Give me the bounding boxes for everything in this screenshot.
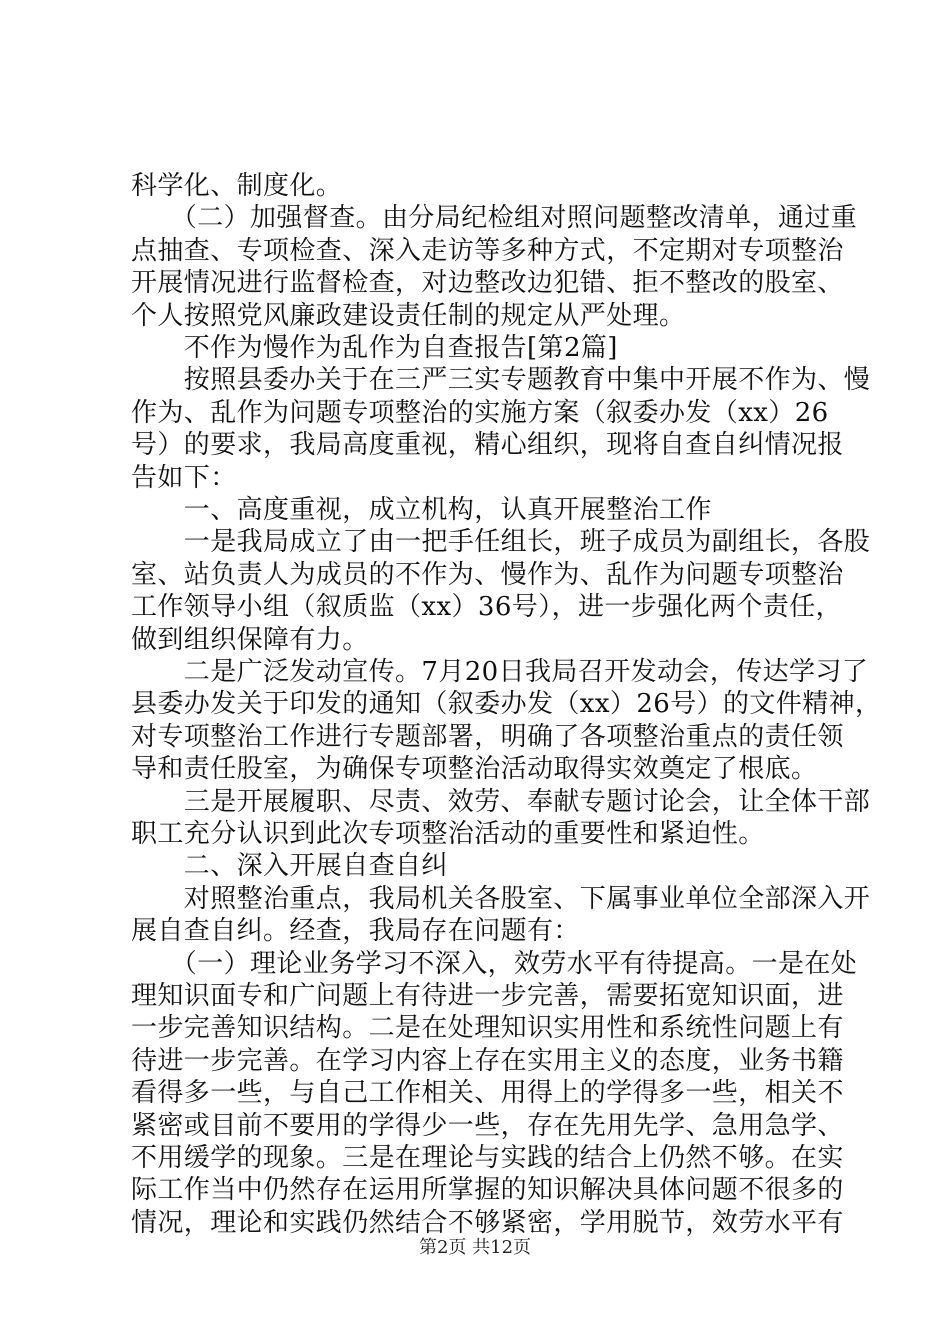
text-line: 不用缓学的现象。三是在理论与实践的结合上仍然不够。在实 xyxy=(131,1143,844,1173)
text-line: 个人按照党风廉政建设责任制的规定从严处理。 xyxy=(131,300,686,331)
text-line: （二）加强督查。由分局纪检组对照问题整改清单，通过重 xyxy=(131,203,858,234)
text-line: 理知识面专和广问题上有待进一步完善，需要拓宽知识面，进 xyxy=(131,981,844,1011)
text-line: （一）理论业务学习不深入，效劳水平有待提高。一是在处 xyxy=(131,948,858,979)
text-line: 职工充分认识到此次专项整治活动的重要性和紧迫性。 xyxy=(131,819,765,849)
text-line: 看得多一些，与自己工作相关、用得上的学得多一些，相关不 xyxy=(131,1078,844,1109)
text-line: 告如下： xyxy=(131,462,237,493)
text-line: 点抽查、专项检查、深入走访等多种方式，不定期对专项整治 xyxy=(131,235,844,266)
text-line: 三是开展履职、尽责、效劳、奉献专题讨论会，让全体干部 xyxy=(131,786,871,817)
section-heading: 不作为慢作为乱作为自查报告[第2篇] xyxy=(131,333,618,363)
text-line: 际工作当中仍然存在运用所掌握的知识解决具体问题不很多的 xyxy=(131,1175,844,1206)
text-line: 工作领导小组（叙质监（xx）36号），进一步强化两个责任， xyxy=(131,592,843,623)
section-heading: 一、高度重视，成立机构，认真开展整治工作 xyxy=(131,495,712,525)
text-line: 按照县委办关于在三严三实专题教育中集中开展不作为、慢 xyxy=(131,365,871,396)
text-line: 开展情况进行监督检查，对边整改边犯错、拒不整改的股室、 xyxy=(131,268,844,299)
text-line: 对专项整治工作进行专题部署，明确了各项整治重点的责任领 xyxy=(131,721,844,752)
text-line: 做到组织保障有力。 xyxy=(131,624,369,655)
text-line: 导和责任股室，为确保专项整治活动取得实效奠定了根底。 xyxy=(131,754,818,785)
text-line: 二是广泛发动宣传。7月20日我局召开发动会，传达学习了 xyxy=(131,657,869,687)
text-line: 科学化、制度化。 xyxy=(131,171,343,201)
text-line: 号）的要求，我局高度重视，精心组织，现将自查自纠情况报 xyxy=(131,430,844,461)
page-number-footer: 第2页 共12页 xyxy=(418,1237,532,1258)
text-line: 一步完善知识结构。二是在处理知识实用性和系统性问题上有 xyxy=(131,1013,844,1044)
text-line: 对照整治重点，我局机关各股室、下属事业单位全部深入开 xyxy=(131,883,871,914)
text-line: 县委办发关于印发的通知（叙委办发（xx）26号）的文件精神， xyxy=(131,689,882,720)
text-line: 作为、乱作为问题专项整治的实施方案（叙委办发（xx）26 xyxy=(131,397,829,428)
text-line: 紧密或目前不要用的学得少一些，存在先用先学、急用急学、 xyxy=(131,1110,844,1141)
text-line: 一是我局成立了由一把手任组长，班子成员为副组长，各股 xyxy=(131,527,871,558)
section-heading: 二、深入开展自查自纠 xyxy=(131,851,448,882)
text-line: 情况，理论和实践仍然结合不够紧密，学用脱节，效劳水平有 xyxy=(131,1207,844,1238)
text-line: 室、站负责人为成员的不作为、慢作为、乱作为问题专项整治 xyxy=(131,559,844,590)
text-line: 待进一步完善。在学习内容上存在实用主义的态度，业务书籍 xyxy=(131,1045,844,1076)
text-line: 展自查自纠。经查，我局存在问题有： xyxy=(131,916,580,947)
